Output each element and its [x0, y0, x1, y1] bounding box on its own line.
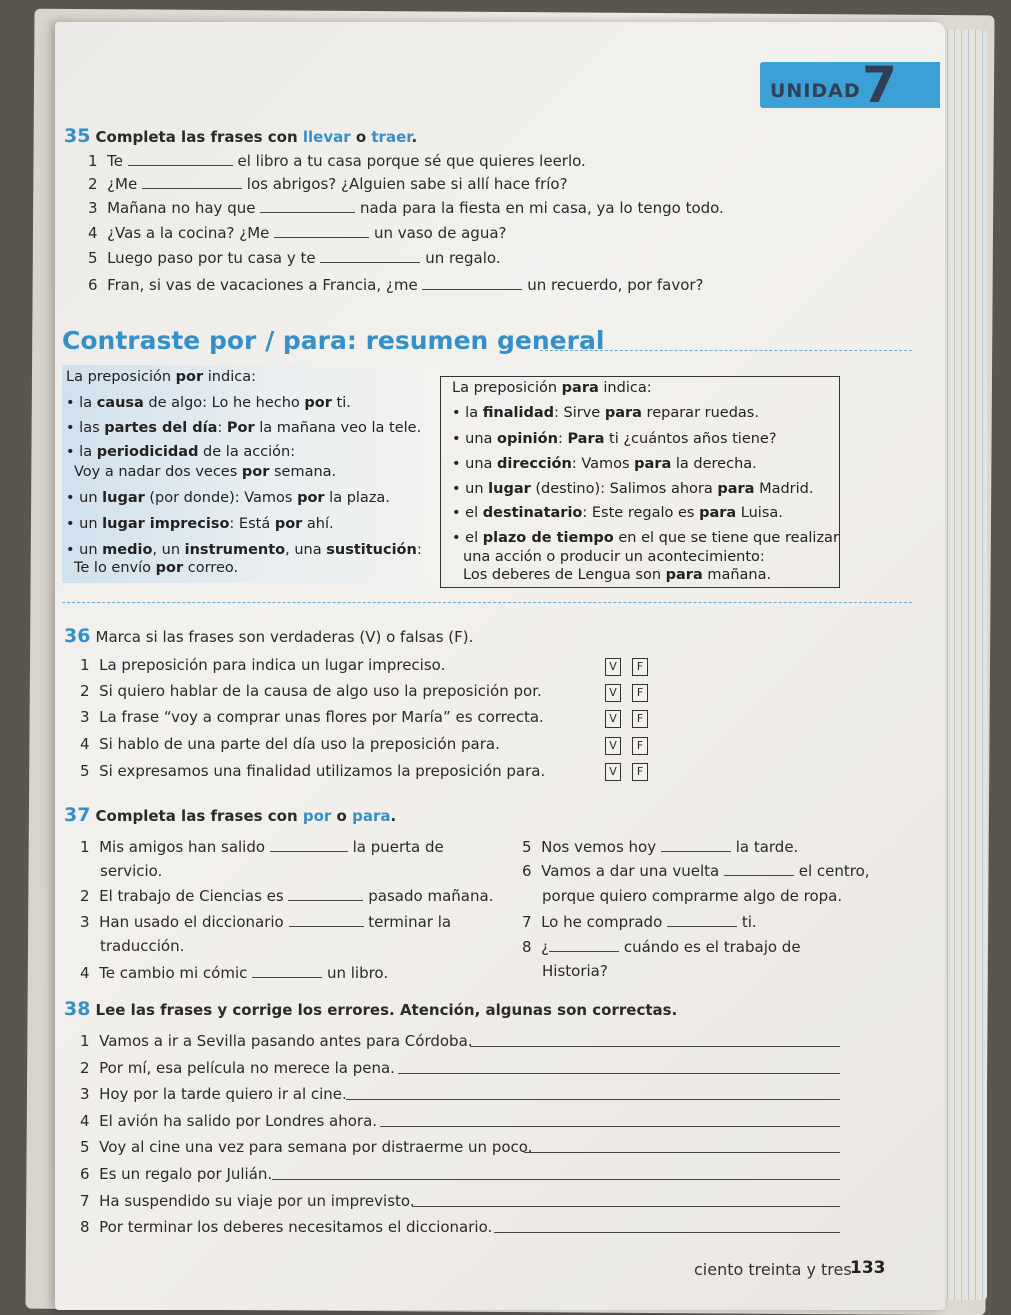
ex37-item: 4 Te cambio mi cómic un libro.	[80, 964, 389, 982]
ex37-item: 1 Mis amigos han salido la puerta de	[80, 838, 444, 856]
false-checkbox[interactable]: F	[632, 658, 648, 676]
exercise-title: Completa las frases con llevar o traer.	[95, 128, 418, 146]
para-rule: • la finalidad: Sirve para reparar ruedas.	[452, 405, 759, 421]
answer-blank[interactable]	[288, 900, 363, 901]
por-example: Voy a nadar dos veces por semana.	[74, 464, 337, 480]
ex35-item: 1 Te el libro a tu casa porque sé que quieres leerlo.	[88, 152, 586, 170]
ex35-item: 3 Mañana no hay que nada para la fiesta en mi casa, ya lo tengo todo.	[88, 199, 724, 217]
para-example: Los deberes de Lengua son para mañana.	[463, 567, 772, 583]
answer-blank[interactable]	[549, 951, 619, 952]
false-checkbox[interactable]: F	[632, 684, 648, 702]
exercise-38-heading	[64, 998, 677, 1020]
ex38-item: 6 Es un regalo por Julián.	[80, 1165, 273, 1183]
exercise-number: 38	[64, 998, 91, 1020]
unit-number: 7	[862, 56, 897, 114]
page-number: 133	[850, 1258, 886, 1278]
answer-blank[interactable]	[661, 851, 731, 852]
true-checkbox[interactable]: V	[605, 658, 621, 676]
dashed-divider	[540, 350, 912, 351]
correction-line[interactable]	[272, 1179, 840, 1180]
por-rule: • la periodicidad de la acción:	[66, 444, 296, 460]
ex37-item-cont: traducción.	[100, 937, 185, 955]
false-checkbox[interactable]: F	[632, 710, 648, 728]
true-checkbox[interactable]: V	[605, 763, 621, 781]
ex37-item: 2 El trabajo de Ciencias es pasado mañana.	[80, 887, 494, 905]
ex36-item: 5 Si expresamos una finalidad utilizamos la preposición para.	[80, 762, 546, 780]
answer-blank[interactable]	[270, 851, 348, 852]
ex36-item: 1 La preposición para indica un lugar impreciso.	[80, 656, 446, 674]
answer-blank[interactable]	[274, 237, 369, 238]
answer-blank[interactable]	[667, 926, 737, 927]
ex37-item: 3 Han usado el diccionario terminar la	[80, 913, 452, 931]
para-rule: • el destinatario: Este regalo es para Luisa.	[452, 505, 783, 521]
ex38-item: 3 Hoy por la tarde quiero ir al cine.	[80, 1085, 347, 1103]
para-rule: • el plazo de tiempo en el que se tiene que realizar	[452, 530, 839, 546]
ex36-item: 2 Si quiero hablar de la causa de algo uso la preposición por.	[80, 682, 542, 700]
answer-blank[interactable]	[320, 262, 420, 263]
ex37-item: 8 ¿ cuándo es el trabajo de	[522, 938, 801, 956]
true-checkbox[interactable]: V	[605, 684, 621, 702]
answer-blank[interactable]	[289, 926, 364, 927]
ex37-item: 6 Vamos a dar una vuelta el centro,	[522, 862, 870, 880]
correction-line[interactable]	[380, 1126, 840, 1127]
ex37-item: 5 Nos vemos hoy la tarde.	[522, 838, 799, 856]
ex38-item: 4 El avión ha salido por Londres ahora.	[80, 1112, 378, 1130]
ex38-item: 5 Voy al cine una vez para semana por distraerme un poco.	[80, 1138, 533, 1156]
ex37-item-cont: porque quiero comprarme algo de ropa.	[542, 887, 843, 905]
ex37-item-cont: servicio.	[100, 862, 163, 880]
exercise-36-heading	[64, 625, 473, 647]
answer-blank[interactable]	[252, 977, 322, 978]
ex35-item: 5 Luego paso por tu casa y te un regalo.	[88, 249, 501, 267]
por-example: Te lo envío por correo.	[74, 560, 239, 576]
ex38-item: 8 Por terminar los deberes necesitamos el diccionario.	[80, 1218, 493, 1236]
answer-blank[interactable]	[422, 289, 522, 290]
ex36-item: 3 La frase “voy a comprar unas flores por María” es correcta.	[80, 708, 544, 726]
ex35-item: 6 Fran, si vas de vacaciones a Francia, ¿me un recuerdo, por favor?	[88, 276, 704, 294]
true-checkbox[interactable]: V	[605, 710, 621, 728]
answer-blank[interactable]	[142, 188, 242, 189]
section-title: Contraste por / para: resumen general	[62, 326, 605, 355]
answer-blank[interactable]	[128, 165, 233, 166]
por-rule: • un lugar impreciso: Está por ahí.	[66, 516, 334, 532]
ex37-item-cont: Historia?	[542, 962, 608, 980]
ex38-item: 1 Vamos a ir a Sevilla pasando antes para Córdoba.	[80, 1032, 473, 1050]
para-rule-cont: una acción o producir un acontecimiento:	[463, 549, 765, 565]
correction-line[interactable]	[470, 1046, 840, 1047]
ex38-item: 2 Por mí, esa película no merece la pena.	[80, 1059, 395, 1077]
correction-line[interactable]	[524, 1152, 840, 1153]
por-rule: • un lugar (por donde): Vamos por la plaza.	[66, 490, 390, 506]
correction-line[interactable]	[494, 1232, 840, 1233]
exercise-title: Completa las frases con por o para.	[95, 807, 397, 825]
por-rule: • un medio, un instrumento, una sustitución:	[66, 542, 422, 558]
false-checkbox[interactable]: F	[632, 737, 648, 755]
page-number-words: ciento treinta y tres	[694, 1260, 852, 1279]
para-heading: La preposición para indica:	[452, 380, 652, 396]
answer-blank[interactable]	[260, 212, 355, 213]
correction-line[interactable]	[412, 1206, 840, 1207]
ex38-item: 7 Ha suspendido su viaje por un imprevisto.	[80, 1192, 415, 1210]
para-rule: • una dirección: Vamos para la derecha.	[452, 456, 757, 472]
por-heading: La preposición por indica:	[66, 369, 256, 385]
ex37-item: 7 Lo he comprado ti.	[522, 913, 757, 931]
exercise-37-heading	[64, 804, 396, 826]
para-rule: • un lugar (destino): Salimos ahora para Madrid.	[452, 481, 814, 497]
exercise-35-heading	[64, 125, 417, 147]
answer-blank[interactable]	[724, 875, 794, 876]
dashed-divider	[62, 602, 912, 603]
unit-label: UNIDAD	[770, 80, 861, 102]
por-rule: • la causa de algo: Lo he hecho por ti.	[66, 395, 351, 411]
exercise-title: Lee las frases y corrige los errores. Atención, algunas son correctas.	[95, 1001, 678, 1019]
ex36-item: 4 Si hablo de una parte del día uso la preposición para.	[80, 735, 500, 753]
para-rule: • una opinión: Para ti ¿cuántos años tiene?	[452, 431, 777, 447]
exercise-number: 35	[64, 125, 91, 147]
ex35-item: 4 ¿Vas a la cocina? ¿Me un vaso de agua?	[88, 224, 507, 242]
exercise-number: 36	[64, 625, 91, 647]
ex35-item: 2 ¿Me los abrigos? ¿Alguien sabe si allí hace frío?	[88, 175, 568, 193]
correction-line[interactable]	[346, 1099, 840, 1100]
true-checkbox[interactable]: V	[605, 737, 621, 755]
exercise-number: 37	[64, 804, 91, 826]
exercise-title: Marca si las frases son verdaderas (V) o falsas (F).	[95, 628, 474, 646]
false-checkbox[interactable]: F	[632, 763, 648, 781]
correction-line[interactable]	[398, 1073, 840, 1074]
por-rule: • las partes del día: Por la mañana veo la tele.	[66, 420, 422, 436]
